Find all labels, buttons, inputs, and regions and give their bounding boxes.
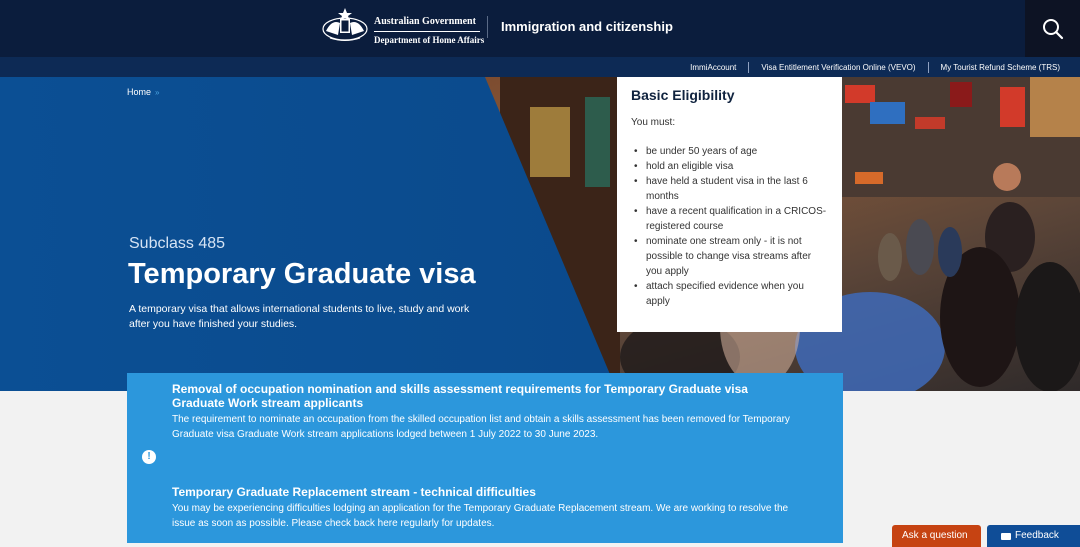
breadcrumb-home[interactable]: Home [127,87,152,97]
notice-title: Removal of occupation nomination and skills assessment requirements for Temporary Graduate visa Graduate Work stream applicants [172,382,748,410]
notice-body: You may be experiencing difficulties lodging an application for the Temporary Graduate Replacement stream. We are working to resolve the issue as soon as possible. Please check back here regularly for updates. [172,503,789,529]
site-title[interactable]: Immigration and citizenship [501,19,673,34]
notice-occupation-removal [172,382,792,442]
page-title: Temporary Graduate visa [128,258,476,290]
notice-body: The requirement to nominate an occupation from the skilled occupation list and obtain a skills assessment has been removed for Temporary Graduate visa Graduate Work stream applications lodged between 1 July 2022 to 30 June 2023. [172,414,790,440]
search-button[interactable] [1025,0,1080,57]
info-icon: ! [142,450,156,464]
visa-subclass: Subclass 485 [129,235,226,252]
breadcrumb [127,87,159,97]
list-item: • hold an eligible visa [631,159,828,174]
hero-banner [0,77,1080,391]
notice-technical-difficulties [172,485,792,531]
feedback-button[interactable] [987,525,1080,547]
department-name[interactable] [374,15,484,47]
ask-question-button[interactable]: Ask a question [892,525,981,547]
notice-title: Temporary Graduate Replacement stream - technical difficulties [172,485,536,499]
eligibility-card [617,77,842,332]
gov-line-2: Department of Home Affairs [374,35,485,45]
header-divider [487,16,488,38]
eligibility-list [631,144,828,309]
feedback-label: Feedback [1015,530,1059,541]
gov-line-1: Australian Government [374,15,480,32]
utility-links [678,57,1072,77]
visa-description: A temporary visa that allows international students to live, study and work after you have finished your studies. [129,303,470,330]
search-icon [1042,18,1064,40]
list-item: • nominate one stream only - it is not possible to change visa streams after you apply [631,234,828,279]
link-trs[interactable]: My Tourist Refund Scheme (TRS) [928,62,1072,73]
eligibility-intro: You must: [631,117,676,128]
street-scene-image [0,77,1080,391]
chevron-right-icon: » [155,87,160,97]
coat-of-arms-logo[interactable] [320,5,370,43]
eligibility-heading: Basic Eligibility [631,87,735,103]
list-item: • have held a student visa in the last 6 months [631,174,828,204]
link-vevo[interactable]: Visa Entitlement Verification Online (VEVO) [748,62,927,73]
link-immiaccount[interactable]: ImmiAccount [690,62,737,72]
alert-panel [127,373,843,543]
site-header [0,0,1080,57]
utility-bar [0,57,1080,77]
list-item: • attach specified evidence when you apply [631,279,828,309]
chat-icon [1001,533,1011,540]
list-item: • have a recent qualification in a CRICOS-registered course [631,204,828,234]
list-item: • be under 50 years of age [631,144,828,159]
